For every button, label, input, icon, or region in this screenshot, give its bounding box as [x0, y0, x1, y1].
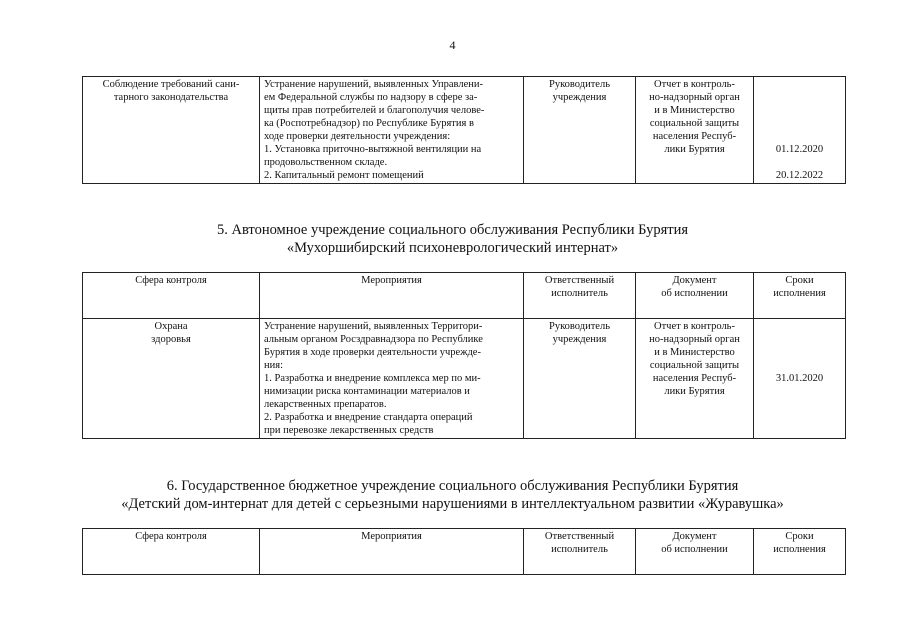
- table-row: [83, 77, 846, 184]
- deadline-value-1: 01.12.2020: [775, 144, 824, 155]
- header-measures: Мероприятия: [260, 529, 524, 575]
- document-cell: Отчет в контроль- но-надзорный орган и в Министерство социальной защиты населения Респуб- лики Бурятия: [636, 77, 754, 184]
- deadline-value: 31.01.2020: [775, 373, 824, 384]
- header-responsible: Ответственный исполнитель: [524, 273, 636, 319]
- measures-cell: Устранение нарушений, выявленных Управлени- ем Федеральной службы по надзору в сфере за- щиты прав потребителей и благополучия челове- ка (Роспотребнадзор) по Республике Бурятия в ходе проверки деятельности учреждения: 1. Установка приточно-вытяжной вентиляции на продовольственном складе. 2. Капитальный ремонт помещений: [260, 77, 524, 184]
- page-number: 4: [449, 38, 456, 52]
- table-header-row: [83, 529, 846, 575]
- section-5-title-line-2: «Мухоршибирский психоневрологический интернат»: [286, 240, 619, 256]
- header-measures: Мероприятия: [260, 273, 524, 319]
- section-5-title: [0, 221, 905, 257]
- header-document: Документ об исполнении: [636, 273, 754, 319]
- measures-table-section-6: [82, 528, 846, 575]
- section-5-title-line-1: 5. Автономное учреждение социального обслуживания Республики Бурятия: [216, 222, 689, 238]
- header-deadlines: Сроки исполнения: [754, 529, 846, 575]
- responsible-cell: Руководитель учреждения: [524, 319, 636, 439]
- header-document: Документ об исполнении: [636, 529, 754, 575]
- deadline-spacer: [758, 320, 841, 372]
- sphere-cell: Охрана здоровья: [83, 319, 260, 439]
- section-6-title-line-1: 6. Государственное бюджетное учреждение социального обслуживания Республики Бурятия: [166, 478, 739, 494]
- document-cell: Отчет в контроль- но-надзорный орган и в Министерство социальной защиты населения Респуб- лики Бурятия: [636, 319, 754, 439]
- header-responsible: Ответственный исполнитель: [524, 529, 636, 575]
- measures-table-section-4: [82, 76, 846, 184]
- header-sphere: Сфера контроля: [83, 529, 260, 575]
- deadline-value-2: 20.12.2022: [775, 170, 824, 181]
- deadline-spacer: [758, 156, 841, 169]
- responsible-cell: Руководитель учреждения: [524, 77, 636, 184]
- measures-cell: Устранение нарушений, выявленных Территори- альным органом Росздравнадзора по Республике Бурятия в ходе проверки деятельности учрежде- ния: 1. Разработка и внедрение комплекса мер по ми- нимизации риска контаминации материалов и лекарственных препаратов. 2. Разработка и внедрение стандарта операций при перевозке лекарственных средств: [260, 319, 524, 439]
- header-sphere: Сфера контроля: [83, 273, 260, 319]
- deadline-cell: [754, 77, 846, 184]
- section-6-title: [0, 477, 905, 513]
- deadline-cell: [754, 319, 846, 439]
- table-row: [83, 319, 846, 439]
- section-6-title-line-2: «Детский дом-интернат для детей с серьезными нарушениями в интеллектуальном развитии «Журавушка»: [121, 496, 784, 512]
- sphere-cell: Соблюдение требований сани- тарного законодательства: [83, 77, 260, 184]
- table-header-row: [83, 273, 846, 319]
- header-deadlines: Сроки исполнения: [754, 273, 846, 319]
- measures-table-section-5: [82, 272, 846, 439]
